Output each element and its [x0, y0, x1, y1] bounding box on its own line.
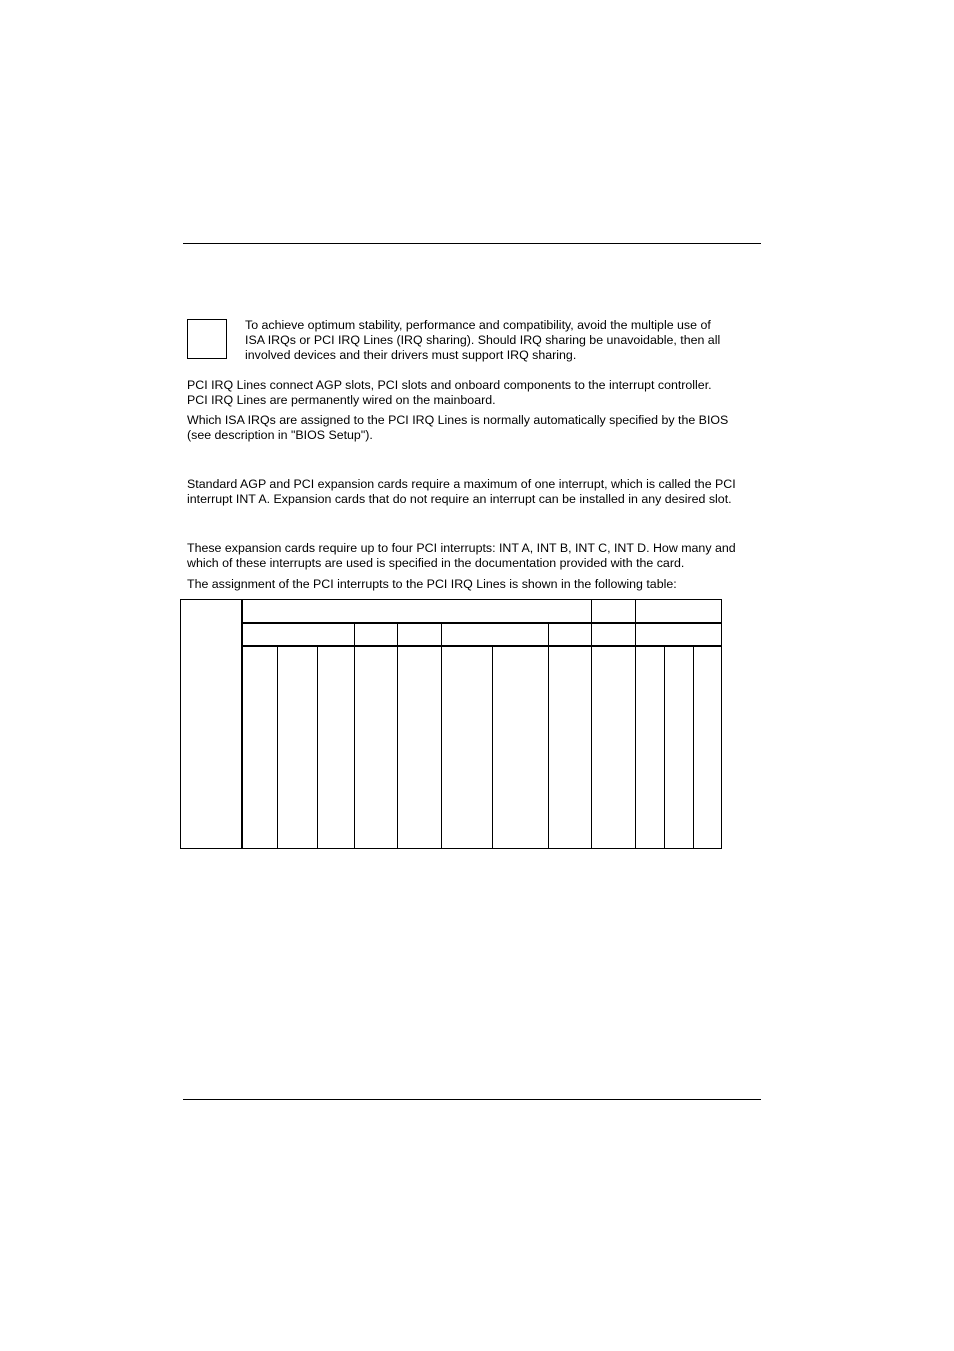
footer-rule: [183, 1099, 761, 1100]
pci-irq-assignment-table: [180, 599, 722, 849]
paragraph-multi-interrupt-cards: These expansion cards require up to four PCI interrupts: INT A, INT B, INT C, INT D. How many and which of these interrupts are used is specified in the documentation provided with the card.: [187, 541, 736, 570]
table-border-bottom: [180, 848, 722, 849]
table-column-divider: [492, 645, 493, 849]
paragraph-pci-irq-lines: PCI IRQ Lines connect AGP slots, PCI slots and onboard components to the interrupt controller. PCI IRQ Lines are permanently wired on the mainboard.: [187, 378, 712, 407]
table-column-divider: [693, 645, 694, 849]
table-border-left: [180, 599, 181, 849]
table-subgroup-divider: [548, 622, 549, 849]
table-column-divider: [277, 645, 278, 849]
table-border-right: [721, 599, 722, 849]
table-group-divider: [635, 599, 636, 849]
note-icon-box: [187, 319, 227, 359]
paragraph-standard-cards: Standard AGP and PCI expansion cards require a maximum of one interrupt, which is called the PCI interrupt INT A. Expansion cards that do not require an interrupt can be installed in any desired slot.: [187, 477, 736, 506]
paragraph-isa-irq-assignment: Which ISA IRQs are assigned to the PCI IRQ Lines is normally automatically specified by the BIOS (see description in "BIOS Setup").: [187, 413, 729, 442]
table-subgroup-divider: [397, 622, 398, 849]
table-column-divider: [317, 645, 318, 849]
paragraph-table-intro: The assignment of the PCI interrupts to the PCI IRQ Lines is shown in the following table:: [187, 577, 677, 591]
table-subgroup-divider: [354, 622, 355, 849]
table-subgroup-divider: [441, 622, 442, 849]
note-text: To achieve optimum stability, performance and compatibility, avoid the multiple use of ISA IRQs or PCI IRQ Lines (IRQ sharing). Should IRQ sharing be unavoidable, then all involved devices and their drivers must support IRQ sharing.: [245, 318, 721, 362]
table-row-header-divider: [241, 599, 243, 849]
table-border-top: [180, 599, 722, 600]
table-header-rule-1: [242, 622, 722, 624]
table-group-divider: [591, 599, 592, 849]
table-column-divider: [664, 645, 665, 849]
table-header-rule-2: [242, 645, 722, 647]
header-rule: [183, 243, 761, 244]
